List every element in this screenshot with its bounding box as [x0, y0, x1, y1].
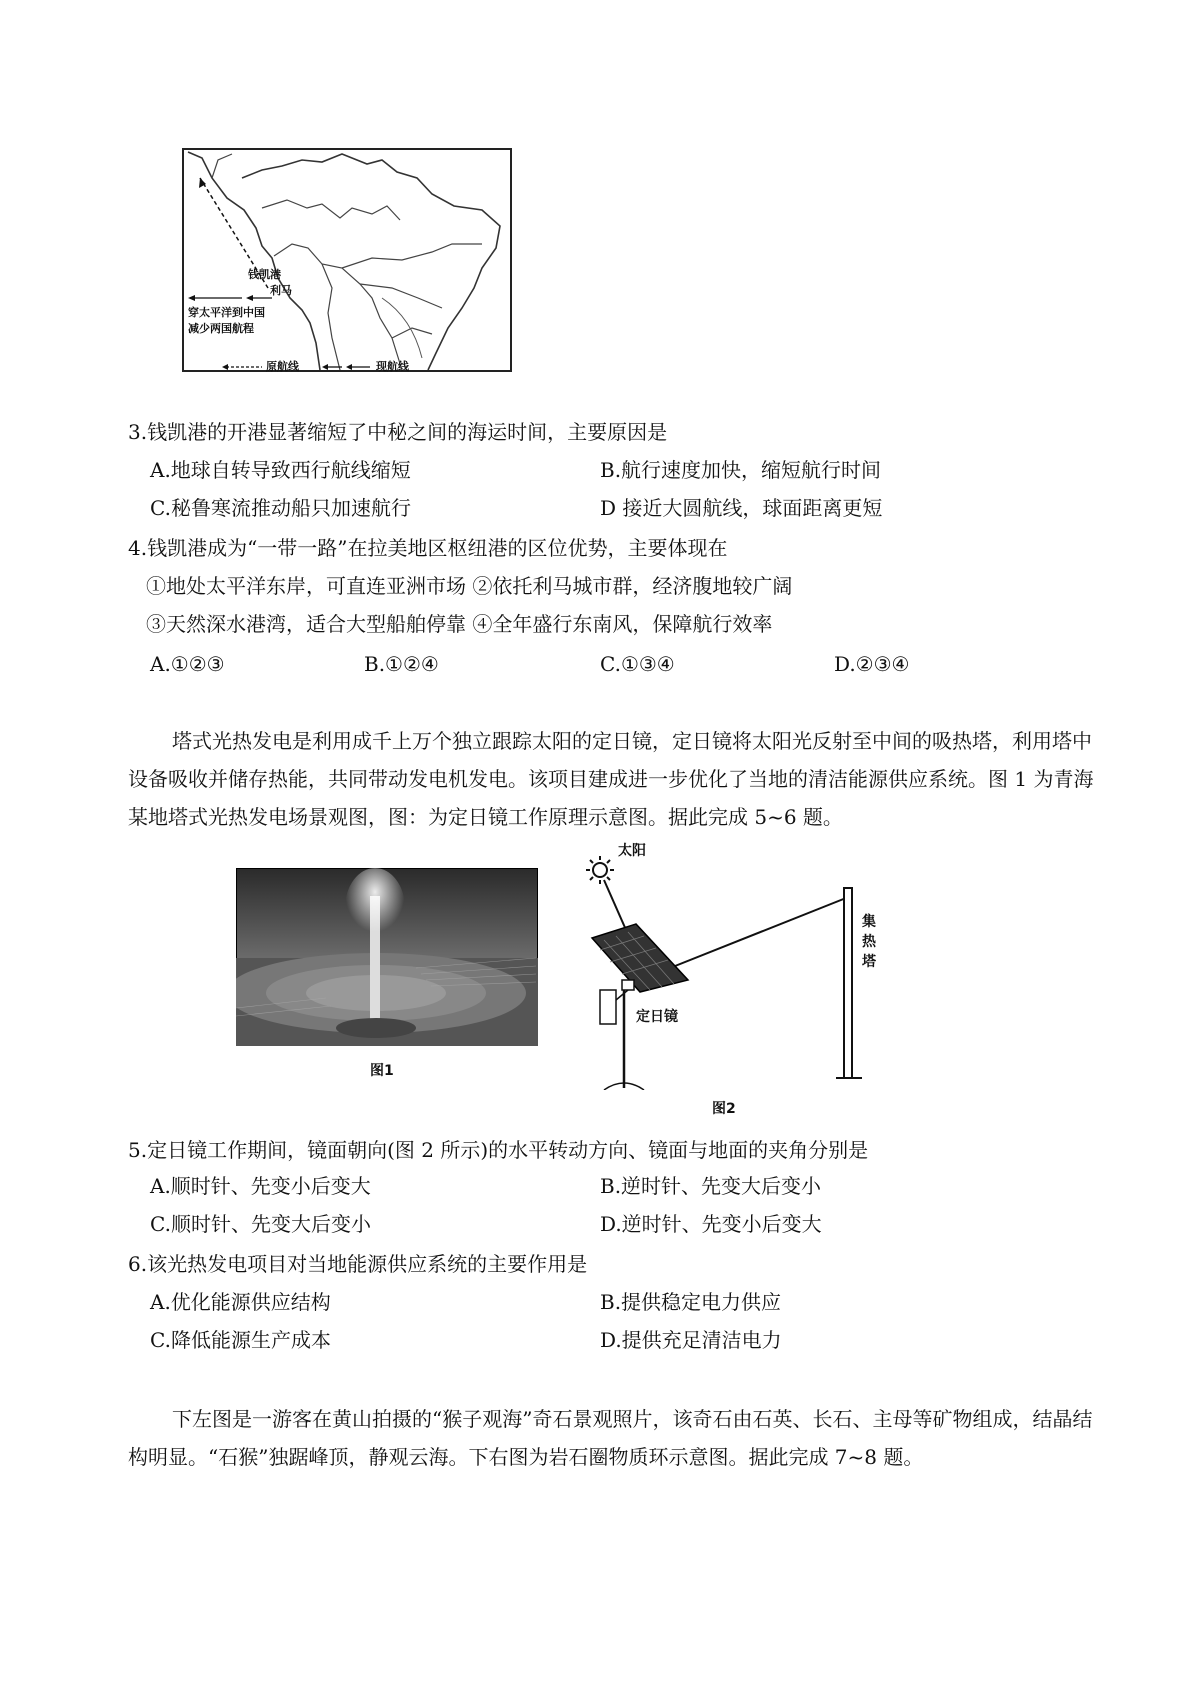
figure-2-sun-label: 太阳 [618, 843, 646, 859]
q4-option-c: C.①③④ [600, 652, 675, 676]
q3-option-b: B.航行速度加快，缩短航行时间 [600, 458, 882, 482]
solar-tower-photo [236, 868, 538, 1046]
map-label-route-2: 减少两国航程 [188, 322, 254, 335]
q5-option-a: A.顺时针、先变小后变大 [150, 1174, 371, 1198]
q3-option-a: A.地球自转导致西行航线缩短 [150, 458, 411, 482]
q5-option-b: B.逆时针、先变大后变小 [600, 1174, 822, 1198]
south-america-map-drawing [182, 148, 512, 376]
legend-solid-line [322, 362, 372, 372]
passage-7-8: 下左图是一游客在黄山拍摄的“猴子观海”奇石景观照片，该奇石由石英、长石、主母等矿物组成，结晶结构明显。“石猴”独踞峰顶，静观云海。下右图为岩石圈物质环示意图。据此完成 7~8 题。 [128, 1407, 1093, 1469]
q4-statements-line-2: ③天然深水港湾，适合大型船舶停靠 ④全年盛行东南风，保障航行效率 [146, 612, 773, 636]
q4-option-d: D.②③④ [834, 652, 910, 676]
figure-2-diagram [578, 840, 898, 1090]
q3-option-d: D 接近大圆航线，球面距离更短 [600, 496, 883, 520]
question-6-stem: 6.该光热发电项目对当地能源供应系统的主要作用是 [128, 1252, 588, 1276]
legend-new-label: 现航线 [376, 360, 409, 373]
map-label-lima: 利马 [270, 284, 292, 297]
figure-2-mirror-label: 定日镜 [636, 1009, 678, 1025]
q6-option-c: C.降低能源生产成本 [150, 1328, 331, 1352]
q4-option-a: A.①②③ [150, 652, 225, 676]
q6-option-d: D.提供充足清洁电力 [600, 1328, 782, 1352]
q3-option-c: C.秘鲁寒流推动船只加速航行 [150, 496, 411, 520]
q5-option-d: D.逆时针、先变小后变大 [600, 1212, 822, 1236]
map-label-port: 钱凯港 [248, 268, 281, 281]
legend-dashed-line [222, 362, 262, 372]
map-label-route-1: 穿太平洋到中国 [188, 306, 265, 319]
figure-2-tower-label: 集热塔 [862, 914, 876, 970]
heliostat-diagram [578, 840, 898, 1090]
sun-icon [586, 856, 614, 884]
route-map [182, 148, 512, 376]
q6-option-a: A.优化能源供应结构 [150, 1290, 331, 1314]
q5-option-c: C.顺时针、先变大后变小 [150, 1212, 371, 1236]
question-5-stem: 5.定日镜工作期间，镜面朝向(图 2 所示)的水平转动方向、镜面与地面的夹角分别是 [128, 1138, 869, 1162]
question-4-stem: 4.钱凯港成为“一带一路”在拉美地区枢纽港的区位优势，主要体现在 [128, 536, 728, 560]
question-3-stem: 3.钱凯港的开港显著缩短了中秘之间的海运时间，主要原因是 [128, 420, 668, 444]
figure-1-photo [236, 868, 538, 1046]
q4-option-b: B.①②④ [364, 652, 439, 676]
q6-option-b: B.提供稳定电力供应 [600, 1290, 782, 1314]
legend-old-label: 原航线 [266, 360, 299, 373]
map-legend [222, 358, 482, 374]
passage-5-6: 塔式光热发电是利用成千上万个独立跟踪太阳的定日镜，定日镜将太阳光反射至中间的吸热塔，利用塔中设备吸收并储存热能，共同带动发电机发电。该项目建成进一步优化了当地的清洁能源供应系统。图 1 为青海某地塔式光热发电场景观图，图：为定日镜工作原理示意图。据此完成 5~6 题。 [128, 729, 1094, 829]
figure-2-label: 图2 [712, 1101, 736, 1117]
figure-1-label: 图1 [370, 1063, 394, 1079]
q4-statements-line-1: ①地处太平洋东岸，可直连亚洲市场 ②依托利马城市群，经济腹地较广阔 [146, 574, 793, 598]
